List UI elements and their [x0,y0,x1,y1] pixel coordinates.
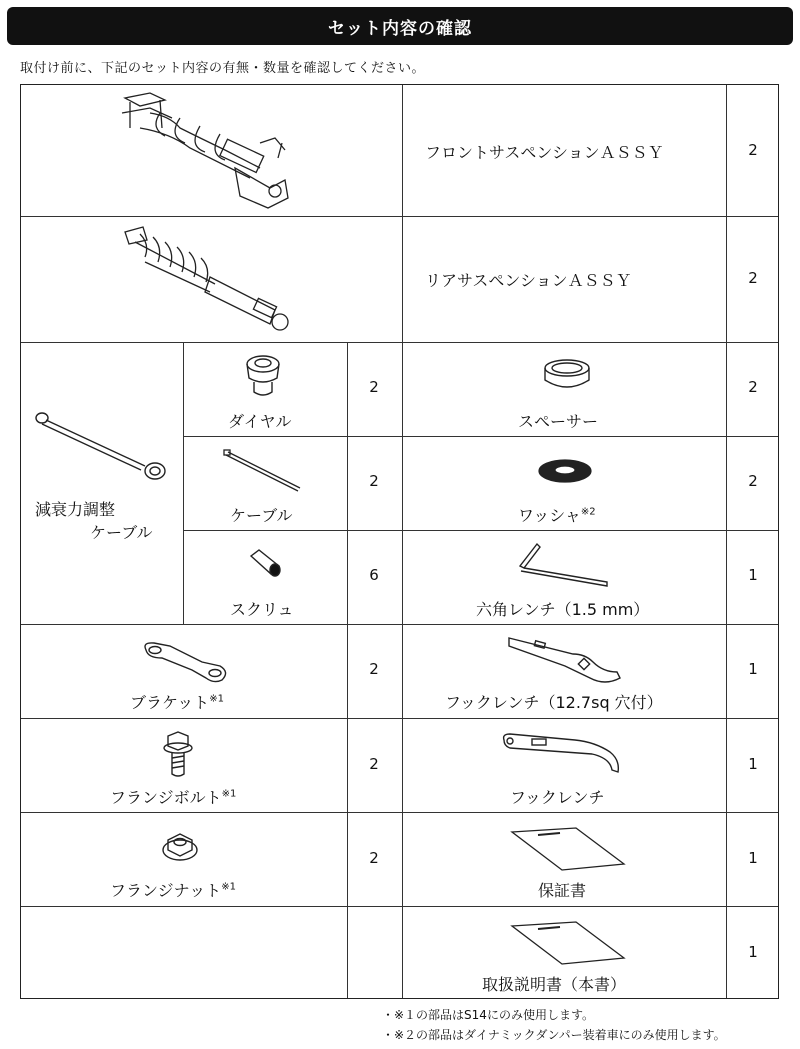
row-divider [21,812,778,813]
screw-illustration [247,548,283,580]
col-divider [347,342,348,624]
hook-wrench-qty: 1 [748,755,758,773]
col-divider [726,85,727,998]
hook-wrench-hole-label: フックレンチ（12.7sq 穴付） [445,693,663,712]
dial-qty: 2 [369,378,379,396]
damper-cable-label-2: ケーブル [90,523,153,542]
bracket-label-text: ブラケット [130,693,210,712]
manual-qty: 1 [748,943,758,961]
warranty-label: 保証書 [538,881,587,900]
damper-cable-label-1: 減衰力調整 [35,500,116,519]
col-divider [347,624,348,998]
row-divider [21,906,778,907]
cable-qty: 2 [369,472,379,490]
spacer-label: スペーサー [518,412,599,431]
hex-wrench-illustration [515,540,615,588]
washer-note-mark: ※2 [580,506,596,518]
cable-illustration [222,448,306,494]
flange-bolt-label-text: フランジボルト [110,788,222,807]
washer-label [518,503,596,526]
flange-nut-label [110,878,236,901]
front-suspension-illustration [110,88,300,213]
footnotes [382,1005,726,1045]
dial-label: ダイヤル [228,412,292,431]
screw-qty: 6 [369,566,379,584]
row-divider [21,624,778,625]
warranty-qty: 1 [748,849,758,867]
row-divider [183,436,778,437]
cable-label: ケーブル [230,506,293,525]
washer-qty: 2 [748,472,758,490]
front-suspension-label: フロントサスペンションＡＳＳＹ [425,143,664,162]
flange-nut-note-mark: ※1 [221,881,237,893]
hook-wrench-label: フックレンチ [510,788,605,807]
row-divider [21,718,778,719]
hook-wrench-hole-illustration [505,632,625,688]
manual-illustration [508,920,628,968]
bracket-qty: 2 [369,660,379,678]
rear-suspension-illustration [115,222,305,337]
rear-suspension-qty: 2 [748,269,758,287]
page-title: セット内容の確認 [7,7,793,45]
washer-illustration [535,457,595,487]
intro-text: 取付け前に、下記のセット内容の有無・数量を確認してください。 [20,61,426,76]
flange-nut-illustration [160,826,200,866]
hook-wrench-hole-qty: 1 [748,660,758,678]
hook-wrench-illustration [500,730,625,780]
row-divider [183,530,778,531]
spacer-qty: 2 [748,378,758,396]
col-divider [183,342,184,624]
bracket-label [130,690,224,713]
manual-label: 取扱説明書（本書） [482,975,627,994]
washer-label-text: ワッシャ [518,506,581,525]
row-divider [21,216,778,217]
screw-label: スクリュ [230,600,294,619]
footnote-1: ・※１の部品はS14にのみ使用します。 [382,1008,594,1022]
flange-nut-qty: 2 [369,849,379,867]
dial-illustration [240,352,286,398]
flange-bolt-qty: 2 [369,755,379,773]
bracket-illustration [140,640,230,684]
row-divider [21,342,778,343]
footnote-2: ・※２の部品はダイナミックダンパー装着車にのみ使用します。 [382,1028,726,1042]
rear-suspension-label: リアサスペンションＡＳＳＹ [425,271,632,290]
damper-cable-illustration [30,408,170,483]
warranty-illustration [508,826,628,874]
flange-bolt-label [110,785,236,808]
flange-nut-label-text: フランジナット [110,881,222,900]
spacer-illustration [540,358,594,394]
hex-wrench-qty: 1 [748,566,758,584]
front-suspension-qty: 2 [748,141,758,159]
col-divider [402,85,403,998]
hex-wrench-label: 六角レンチ（1.5 mm） [476,600,650,619]
flange-bolt-illustration [160,730,196,780]
bracket-note-mark: ※1 [209,693,224,705]
flange-bolt-note-mark: ※1 [221,788,237,800]
